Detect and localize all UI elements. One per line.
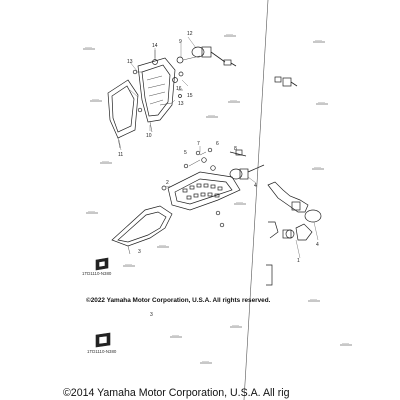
lamp-lower-lens-part: [112, 206, 172, 246]
callout-10: 10: [146, 133, 152, 139]
callout-4a: 4: [254, 183, 257, 189]
watermark-mark: [123, 265, 135, 267]
watermark-mark: [312, 168, 324, 170]
callout-14: 14: [152, 43, 158, 49]
callout-13a: 13: [127, 59, 133, 65]
callout-4b: 4: [316, 242, 319, 248]
leader-lines: [119, 37, 318, 258]
edge-connector-top: [275, 77, 297, 86]
callout-3-bottom: 3: [150, 312, 153, 318]
callout-13b: 13: [178, 101, 184, 107]
callout-12: 12: [187, 31, 193, 37]
callout-2: 2: [166, 180, 169, 186]
part-code-icon-upper: [96, 258, 108, 270]
callout-9: 9: [179, 39, 182, 45]
callout-8: 8: [234, 146, 237, 152]
page-edge-line: [244, 0, 268, 400]
callout-16: 16: [176, 86, 182, 92]
watermark-mark: [230, 326, 242, 328]
watermark-mark: [224, 35, 236, 37]
callout-7: 7: [197, 141, 200, 147]
lamp-housing-part: [138, 58, 175, 122]
callout-6: 6: [216, 141, 219, 147]
watermark-mark: [234, 203, 246, 205]
watermark-mark: [100, 162, 112, 164]
watermark-mark: [313, 41, 325, 43]
part-code-upper: 1TD1110-N380: [82, 271, 112, 276]
part-code-lower: 1TD1110-N380: [87, 349, 117, 354]
callout-3: 3: [138, 249, 141, 255]
copyright-inner: ©2022 Yamaha Motor Corporation, U.S.A. All rights reserved.: [86, 297, 271, 304]
watermark-mark: [157, 246, 169, 248]
watermark-mark: [308, 300, 320, 302]
watermark-mark: [340, 344, 352, 346]
watermark-mark: [206, 116, 218, 118]
callout-1: 1: [297, 258, 300, 264]
part-code-icon-lower: [96, 333, 110, 347]
watermark-mark: [170, 336, 182, 338]
copyright-outer: ©2014 Yamaha Motor Corporation, U.S.A. All rig: [63, 387, 290, 399]
watermark-mark: [83, 48, 95, 50]
watermark-mark: [90, 100, 102, 102]
watermark-mark: [200, 362, 212, 364]
callout-15: 15: [187, 93, 193, 99]
callout-5: 5: [184, 150, 187, 156]
callouts: [118, 31, 319, 318]
edge-lamp-assembly: [266, 182, 321, 285]
watermark-mark: [86, 212, 98, 214]
callout-11: 11: [118, 152, 124, 158]
watermark-mark: [228, 101, 240, 103]
watermark-mark: [316, 103, 328, 105]
